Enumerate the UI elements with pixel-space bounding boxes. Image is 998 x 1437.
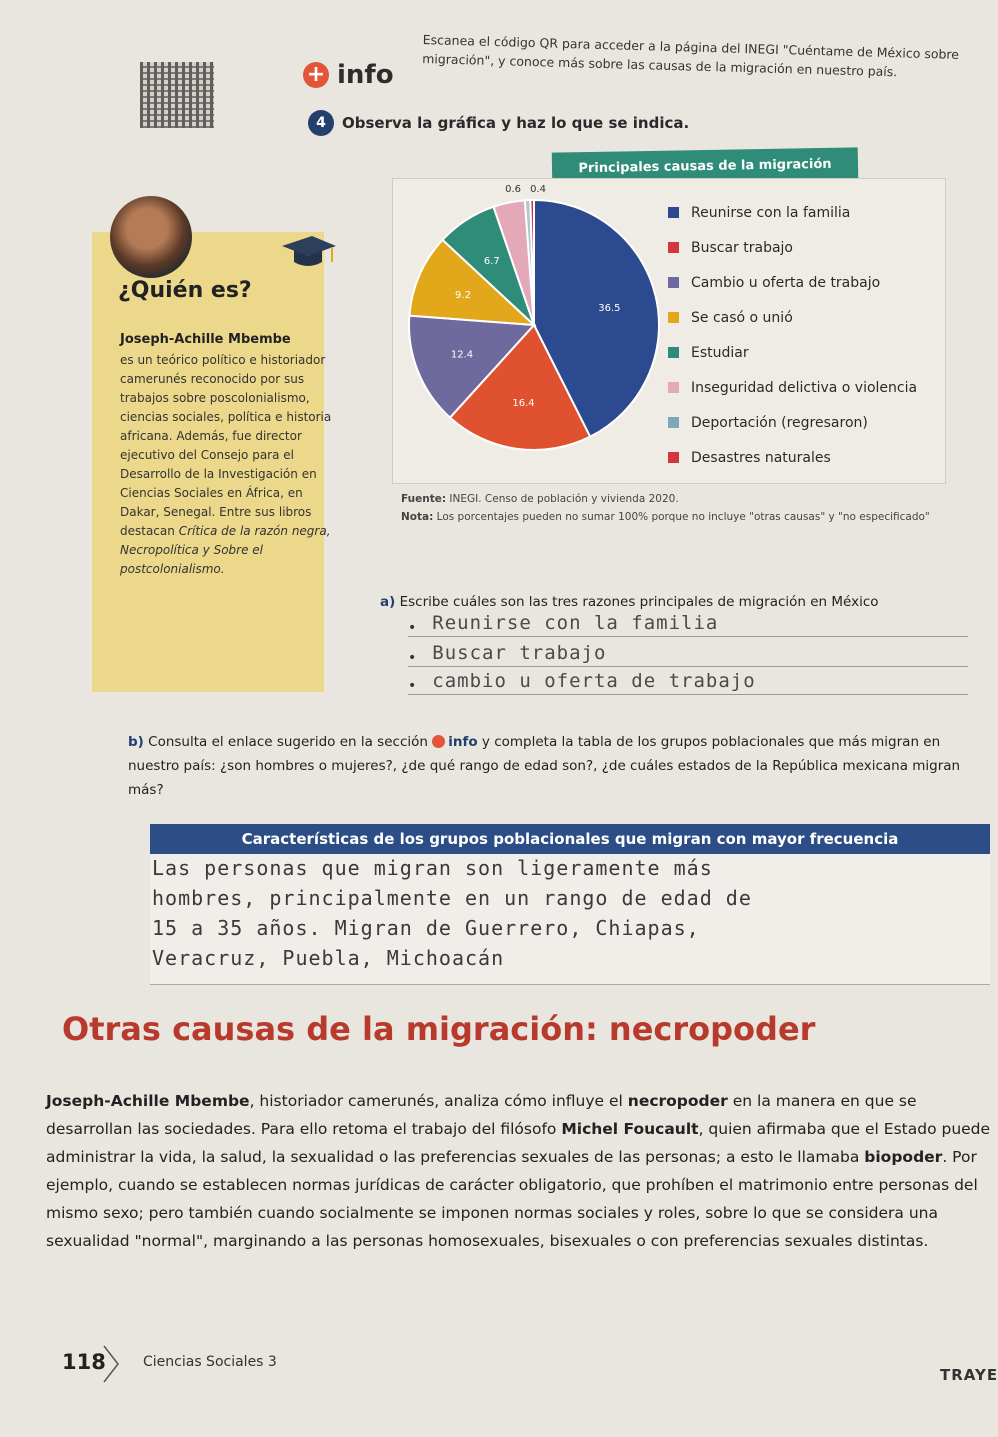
activity-number: 4 [308, 110, 334, 136]
legend-label: Inseguridad delictiva o violencia [691, 379, 918, 396]
question-b-text-1: Consulta el enlace sugerido en la sección [148, 734, 428, 750]
table-line[interactable]: 15 a 35 años. Migran de Guerrero, Chiapas, [152, 916, 700, 940]
plus-icon: + [303, 62, 329, 88]
legend-label: Buscar trabajo [691, 239, 793, 256]
legend-item [668, 300, 917, 335]
chevron-right-icon [100, 1344, 122, 1384]
legend-swatch [668, 452, 679, 463]
legend-item [668, 195, 917, 230]
pie-slice-label: 36.5 [598, 303, 621, 315]
info-icon [432, 735, 445, 748]
section-title: Otras causas de la migración: necropoder [62, 1010, 816, 1048]
table-line[interactable]: Veracruz, Puebla, Michoacán [152, 946, 505, 970]
info-text: Escanea el código QR para acceder a la página del INEGI "Cuéntame de México sobre migración", y conoce más sobre las causas de la migración en nuestro país. [421, 31, 960, 80]
chart-legend [668, 195, 917, 475]
p-text-d: . Por ejemplo, cuando se establecen normas jurídicas de carácter obligatorio, que prohíben el matrimonio entre personas del mismo sexo; pero también cuando socialmente se imponen normas sociales y roles, sobre lo que se considera una sexualidad "normal", marginando a las personas homosexuales, bisexuales o con preferencias sexuales distintas. [46, 1148, 978, 1250]
publisher-logo: TRAYE [940, 1366, 998, 1384]
question-a-label: a) [380, 594, 396, 610]
question-b-info: info [448, 734, 478, 750]
legend-item [668, 265, 917, 300]
portrait-photo [110, 196, 192, 278]
pie-slice-label: 9.2 [455, 289, 471, 301]
chart-source [401, 490, 961, 526]
who-bio-text: es un teórico político e historiador camerunés reconocido por sus trabajos sobre poscolonialismo, ciencias sociales, política e historia africana. Además, fue director ejecutivo del Consejo para el Desarrollo de la Investigación en Ciencias Sociales en África, en Dakar, Senegal. Entre sus libros destacan [120, 353, 332, 538]
bullet-icon: • [408, 650, 417, 666]
legend-item [668, 440, 917, 475]
legend-label: Deportación (regresaron) [691, 414, 868, 431]
bullet-icon: • [408, 620, 417, 636]
answer-text: cambio u oferta de trabajo [432, 670, 756, 692]
p-foucault: Michel Foucault [561, 1120, 699, 1138]
note-label: Nota: [401, 511, 434, 523]
answer-line-2[interactable] [408, 640, 968, 667]
info-label: info [337, 60, 394, 90]
legend-item [668, 230, 917, 265]
question-b-text-2: y completa la tabla de los grupos poblacionales que más migran en nuestro país: ¿son hombres o mujeres?, ¿de qué rango de edad son?, ¿de cuáles estados de la República mexicana migran más? [128, 734, 961, 798]
bullet-icon: • [408, 678, 417, 694]
legend-item [668, 405, 917, 440]
legend-item [668, 335, 917, 370]
who-name: Joseph-Achille Mbembe [120, 332, 291, 347]
who-title: ¿Quién es? [118, 278, 252, 303]
page-number: 118 [62, 1350, 106, 1374]
legend-swatch [668, 347, 679, 358]
activity-header [308, 110, 689, 136]
legend-label: Se casó o unió [691, 309, 793, 326]
question-b-label: b) [128, 734, 144, 750]
legend-swatch [668, 417, 679, 428]
p-text-c: , quien afirmaba que el Estado puede administrar la vida, la salud, la sexualidad o las preferencias sexuales de las personas; a esto le llamaba [46, 1120, 991, 1166]
source-text: INEGI. Censo de población y vivienda 2020. [449, 493, 679, 505]
legend-label: Cambio u oferta de trabajo [691, 274, 881, 291]
answer-text: Buscar trabajo [432, 642, 607, 664]
p-necropoder: necropoder [627, 1092, 728, 1110]
table-line[interactable]: Las personas que migran son ligeramente más [152, 856, 713, 880]
legend-swatch [668, 242, 679, 253]
legend-swatch [668, 277, 679, 288]
answer-text: Reunirse con la familia [432, 612, 719, 634]
info-badge [303, 60, 394, 90]
pie-slice-label: 12.4 [450, 349, 474, 361]
legend-label: Desastres naturales [691, 449, 831, 466]
graduation-cap-icon [278, 232, 338, 272]
legend-label: Estudiar [691, 344, 749, 361]
question-b [128, 730, 988, 802]
pie-slice-label: 6.7 [483, 255, 500, 267]
legend-swatch [668, 312, 679, 323]
section-paragraph [46, 1087, 998, 1255]
answer-line-1[interactable] [408, 610, 968, 637]
who-books: Crítica de la razón negra, Necropolítica y Sobre el postcolonialismo. [120, 524, 331, 576]
legend-label: Reunirse con la familia [691, 204, 851, 221]
qr-code[interactable] [140, 62, 214, 128]
legend-swatch [668, 207, 679, 218]
table-header: Características de los grupos poblacionales que migran con mayor frecuencia [150, 824, 990, 854]
table-line[interactable]: hombres, principalmente en un rango de edad de [152, 886, 752, 910]
p-name: Joseph-Achille Mbembe [46, 1092, 250, 1110]
pie-slice-label: 0.6 [505, 184, 522, 196]
who-bio [120, 351, 332, 579]
question-a [380, 594, 879, 610]
note-text: Los porcentajes pueden no sumar 100% porque no incluye "otras causas" y "no especificado" [436, 511, 930, 523]
p-biopoder: biopoder [864, 1148, 943, 1166]
pie-slice-label: 0.4 [530, 184, 546, 196]
activity-instruction: Observa la gráfica y haz lo que se indica. [342, 114, 690, 132]
chart-title: Principales causas de la migración [552, 147, 859, 184]
answer-line-3[interactable] [408, 668, 968, 695]
p-text-a: , historiador camerunés, analiza cómo influye el [249, 1092, 623, 1110]
question-a-text: Escribe cuáles son las tres razones principales de migración en México [399, 594, 879, 610]
subject-name: Ciencias Sociales 3 [143, 1354, 277, 1370]
legend-item [668, 370, 917, 405]
source-label: Fuente: [401, 493, 447, 505]
legend-swatch [668, 382, 679, 393]
pie-slice-label: 16.4 [512, 397, 535, 409]
p-text-b: en la manera en que se desarrollan las sociedades. Para ello retoma el trabajo del filósofo [46, 1092, 917, 1138]
